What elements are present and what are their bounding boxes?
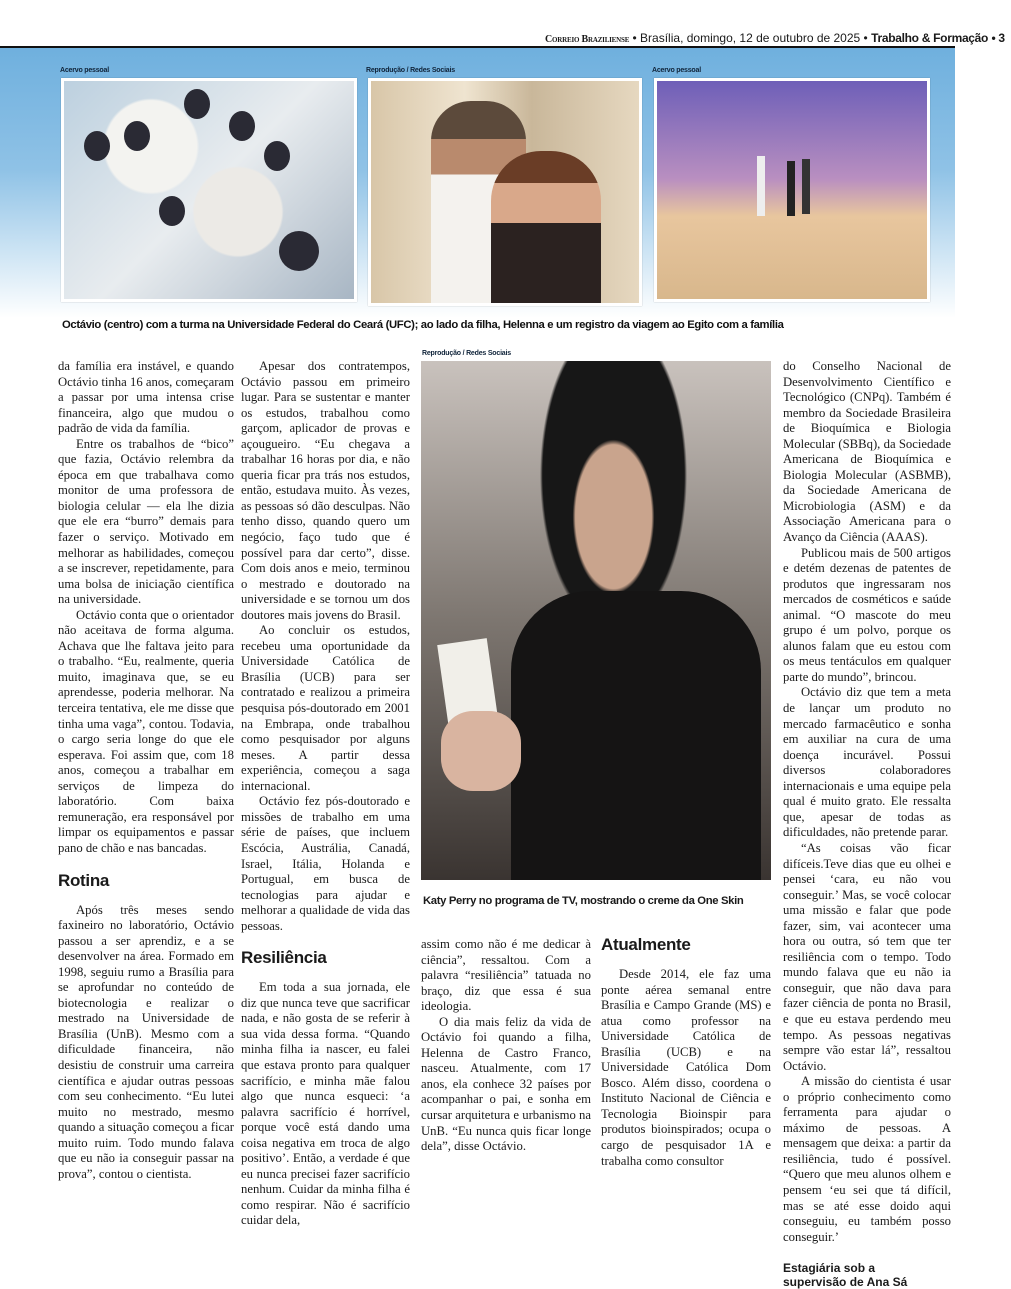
signature-line: supervisão de Ana Sá	[783, 1275, 908, 1289]
main-photo-katy-perry	[421, 361, 771, 880]
article-column-1	[58, 359, 234, 1182]
paragraph: Apesar dos contratempos, Octávio passou em primeiro lugar. Para se sustentar e manter os estudos, trabalhou como garçom, aplicador de provas e açougueiro. “Eu chegava a trabalhar 16 horas por dia, e não queria ficar pra trás nos estudos, então, estudava muito. Às vezes, as pessoas só dão desculpas. Não tenho disso, quando quero um negócio, faço tudo que é possível para dar certo”, disse. Com dois anos e meio, terminou o mestrado e doutorado na universidade e se tornou um dos doutores mais jovens do Brasil.	[241, 359, 410, 622]
subheading-rotina: Rotina	[58, 870, 110, 890]
paragraph: da família era instável, e quando Octávio tinha 16 anos, começaram a passar por uma intensa crise financeira, algo que mudou o padrão de vida da família.	[58, 359, 234, 436]
paragraph: Octávio fez pós-doutorado e missões de trabalho em uma série de países, que incluem Escócia, Austrália, Canadá, Israel, Itália, Holanda e Portugual, em busca de tecnologias para ajudar e melhorar a qualidade de vida das pessoas.	[241, 794, 410, 933]
page-number: • 3	[991, 31, 1005, 45]
paragraph: Octávio conta que o orientador não aceitava de forma alguma. Achava que lhe faltava jeito para o trabalho. “Eu, realmente, queria muito, imaginava que, se eu aprendesse, poderia melhorar. Na terceira tentativa, ele me disse que tinha uma vaga”, contou. Todavia, o cargo seria longe do que ele esperava. Foi assim que, com 18 anos, começou a trabalhar em serviços de limpeza do laboratório. Com baixa remuneração, era responsável por limpar os equipamentos e passar pano de chão e nas bancadas.	[58, 607, 234, 855]
paragraph: “As coisas vão ficar difíceis.Teve dias que eu olhei e pensei ‘cara, eu não vou conseguir.’ Mas, se você colocar uma missão e falar que pode fazer, sim, vai acontecer uma hora ou outra, só tem que ter resiliência com o tempo. Todo mundo falava que eu não ia conseguir, que não dava para fazer ciência de ponta no Brasil, e que eu estava perdendo meu tempo. As pessoas negativas sempre vão estar lá”, ressaltou Octávio.	[783, 840, 951, 1073]
paragraph: Publicou mais de 500 artigos e detém dezenas de patentes de produtos que ingressaram nos mercados de cosméticos e saúde animal. “O mascote do meu grupo é um polvo, porque os alunos falam que eu estou com os meus tentáculos em qualquer parte do mundo”, brincou.	[783, 545, 951, 684]
photo-university-class	[61, 78, 357, 302]
photo-credit: Acervo pessoal	[60, 67, 109, 74]
main-photo-caption: Katy Perry no programa de TV, mostrando o creme da One Skin	[423, 895, 744, 907]
paragraph: Ao concluir os estudos, recebeu uma oportunidade da Universidade Católica de Brasília (UCB) para ser contratado e realizou a primeira pesquisa pós-doutorado em 2001 na Embrapa, onde trabalhou como pesquisador por alguns meses. A partir dessa experiência, começou a saga internacional.	[241, 623, 410, 793]
subheading-atualmente: Atualmente	[601, 935, 691, 954]
photo-egypt-trip	[654, 78, 930, 302]
paragraph: A missão do cientista é usar o próprio conhecimento como ferramenta para ajudar o máximo de pessoas. A mensagem que deixa: a partir da resiliência, tudo é possível. “Quero que meu alunos olhem e pensem ‘eu sei que tá difícil, mas se até esse doido aqui conseguiu, eu também posso conseguir.’	[783, 1074, 951, 1244]
paragraph: assim como não é me dedicar à ciência”, ressaltou. Com a palavra “resiliência” tatuada no braço, diz que essa é sua ideologia.	[421, 937, 591, 1014]
article-column-3b	[601, 921, 771, 1169]
paragraph: Em toda a sua jornada, ele diz que nunca teve que sacrificar nada, e não gosta de se referir à sua vida dessa forma. “Quando minha filha ia nascer, eu falei que estava pronto para qualquer sacrifício, e minha mãe falou algo que nunca esqueci: ‘a palavra sacrifício é horrível, porque você está dando uma coisa negativa em troca de algo positivo’. Então, a verdade é que eu nunca precisei fazer sacrifício nenhum. Cuidar da minha filha é como respirar. Não é sacrifício cuidar dela,	[241, 980, 410, 1228]
article-column-3a	[421, 937, 591, 1155]
paragraph: Desde 2014, ele faz uma ponte aérea semanal entre Brasília e Campo Grande (MS) e atua como professor na Universidade Católica de Brasília (UCB) e na Universidade Católica Dom Bosco. Além disso, coordena o Instituto Nacional de Ciência e Tecnologia Bioinspir para produtos bioinspirados; ocupa o cargo de pesquisador 1A e trabalha como consultor	[601, 967, 771, 1168]
section-name: Trabalho & Formação	[871, 31, 989, 45]
photo-credit: Reprodução / Redes Sociais	[422, 350, 511, 357]
article-column-2	[241, 359, 410, 1229]
paragraph: Entre os trabalhos de “bico” que fazia, Octávio relembra da época em que trabalhava como monitor de uma professora de biologia celular — ela lhe dizia que ele era “burro” demais para fazer o serviço. Motivado em melhorar as habilidades, começou a se inscrever, repetidamente, para uma bolsa de iniciação científica na universidade.	[58, 436, 234, 607]
photo-father-daughter	[368, 78, 642, 306]
photo-credit: Acervo pessoal	[652, 67, 701, 74]
photo-credit: Reprodução / Redes Sociais	[366, 67, 455, 74]
subheading-resiliencia: Resiliência	[241, 948, 327, 968]
dateline: • Brasília, domingo, 12 de outubro de 2025 •	[632, 31, 868, 45]
page-header	[545, 31, 1005, 47]
photos-caption: Octávio (centro) com a turma na Universidade Federal do Ceará (UFC); ao lado da filha, Helenna e um registro da viagem ao Egito com a família	[62, 319, 784, 331]
article-column-4	[783, 359, 951, 1289]
signature-line: Estagiária sob a	[783, 1261, 876, 1276]
paragraph: do Conselho Nacional de Desenvolvimento Científico e Tecnológico (CNPq). Também é membro da Sociedade Brasileira de Bioquímica e Biologia Molecular (SBBq), da Sociedade Americana de Bioquímica e Biologia Molecular (ASBMB), da Sociedade Americana de Microbiologia (ASM) e da Associação Americana para o Avanço da Ciência (AAAS).	[783, 359, 951, 545]
paragraph: Após três meses sendo faxineiro no laboratório, Octávio passou a ser aprendiz, e a se desenvolver na área. Formado em 1998, seguiu rumo a Brasília para se aprofundar no conteúdo de biotecnologia e realizar o mestrado na Universidade de Brasília (UnB). Mesmo com a dificuldade financeira, não desistiu de construir uma carreira científica e ajudar outras pessoas com seu conhecimento. “Eu lutei muito no mestrado, mesmo quando a situação começou a ficar muito ruim. Todo mundo falava que eu não ia conseguir passar na prova”, contou o cientista.	[58, 902, 234, 1181]
paragraph: Octávio diz que tem a meta de lançar um produto no mercado farmacêutico e sonha em auxiliar na cura de uma doença incurável. Possui diversos colaboradores internacionais e uma equipe pela qual é muito grato. Ele ressalta que, apesar de todas as dificuldades, não pretende parar.	[783, 685, 951, 840]
newspaper-logo: Correio Braziliense	[545, 34, 630, 45]
author-signature	[783, 1261, 951, 1289]
paragraph: O dia mais feliz da vida de Octávio foi quando a filha, Helenna de Castro Franco, nasceu. Atualmente, com 17 anos, ela conhece 32 países por acompanhar o pai, e sonha em cursar arquitetura e urbanismo na UnB. “Eu nunca quis ficar longe dela”, disse Octávio.	[421, 1014, 591, 1154]
